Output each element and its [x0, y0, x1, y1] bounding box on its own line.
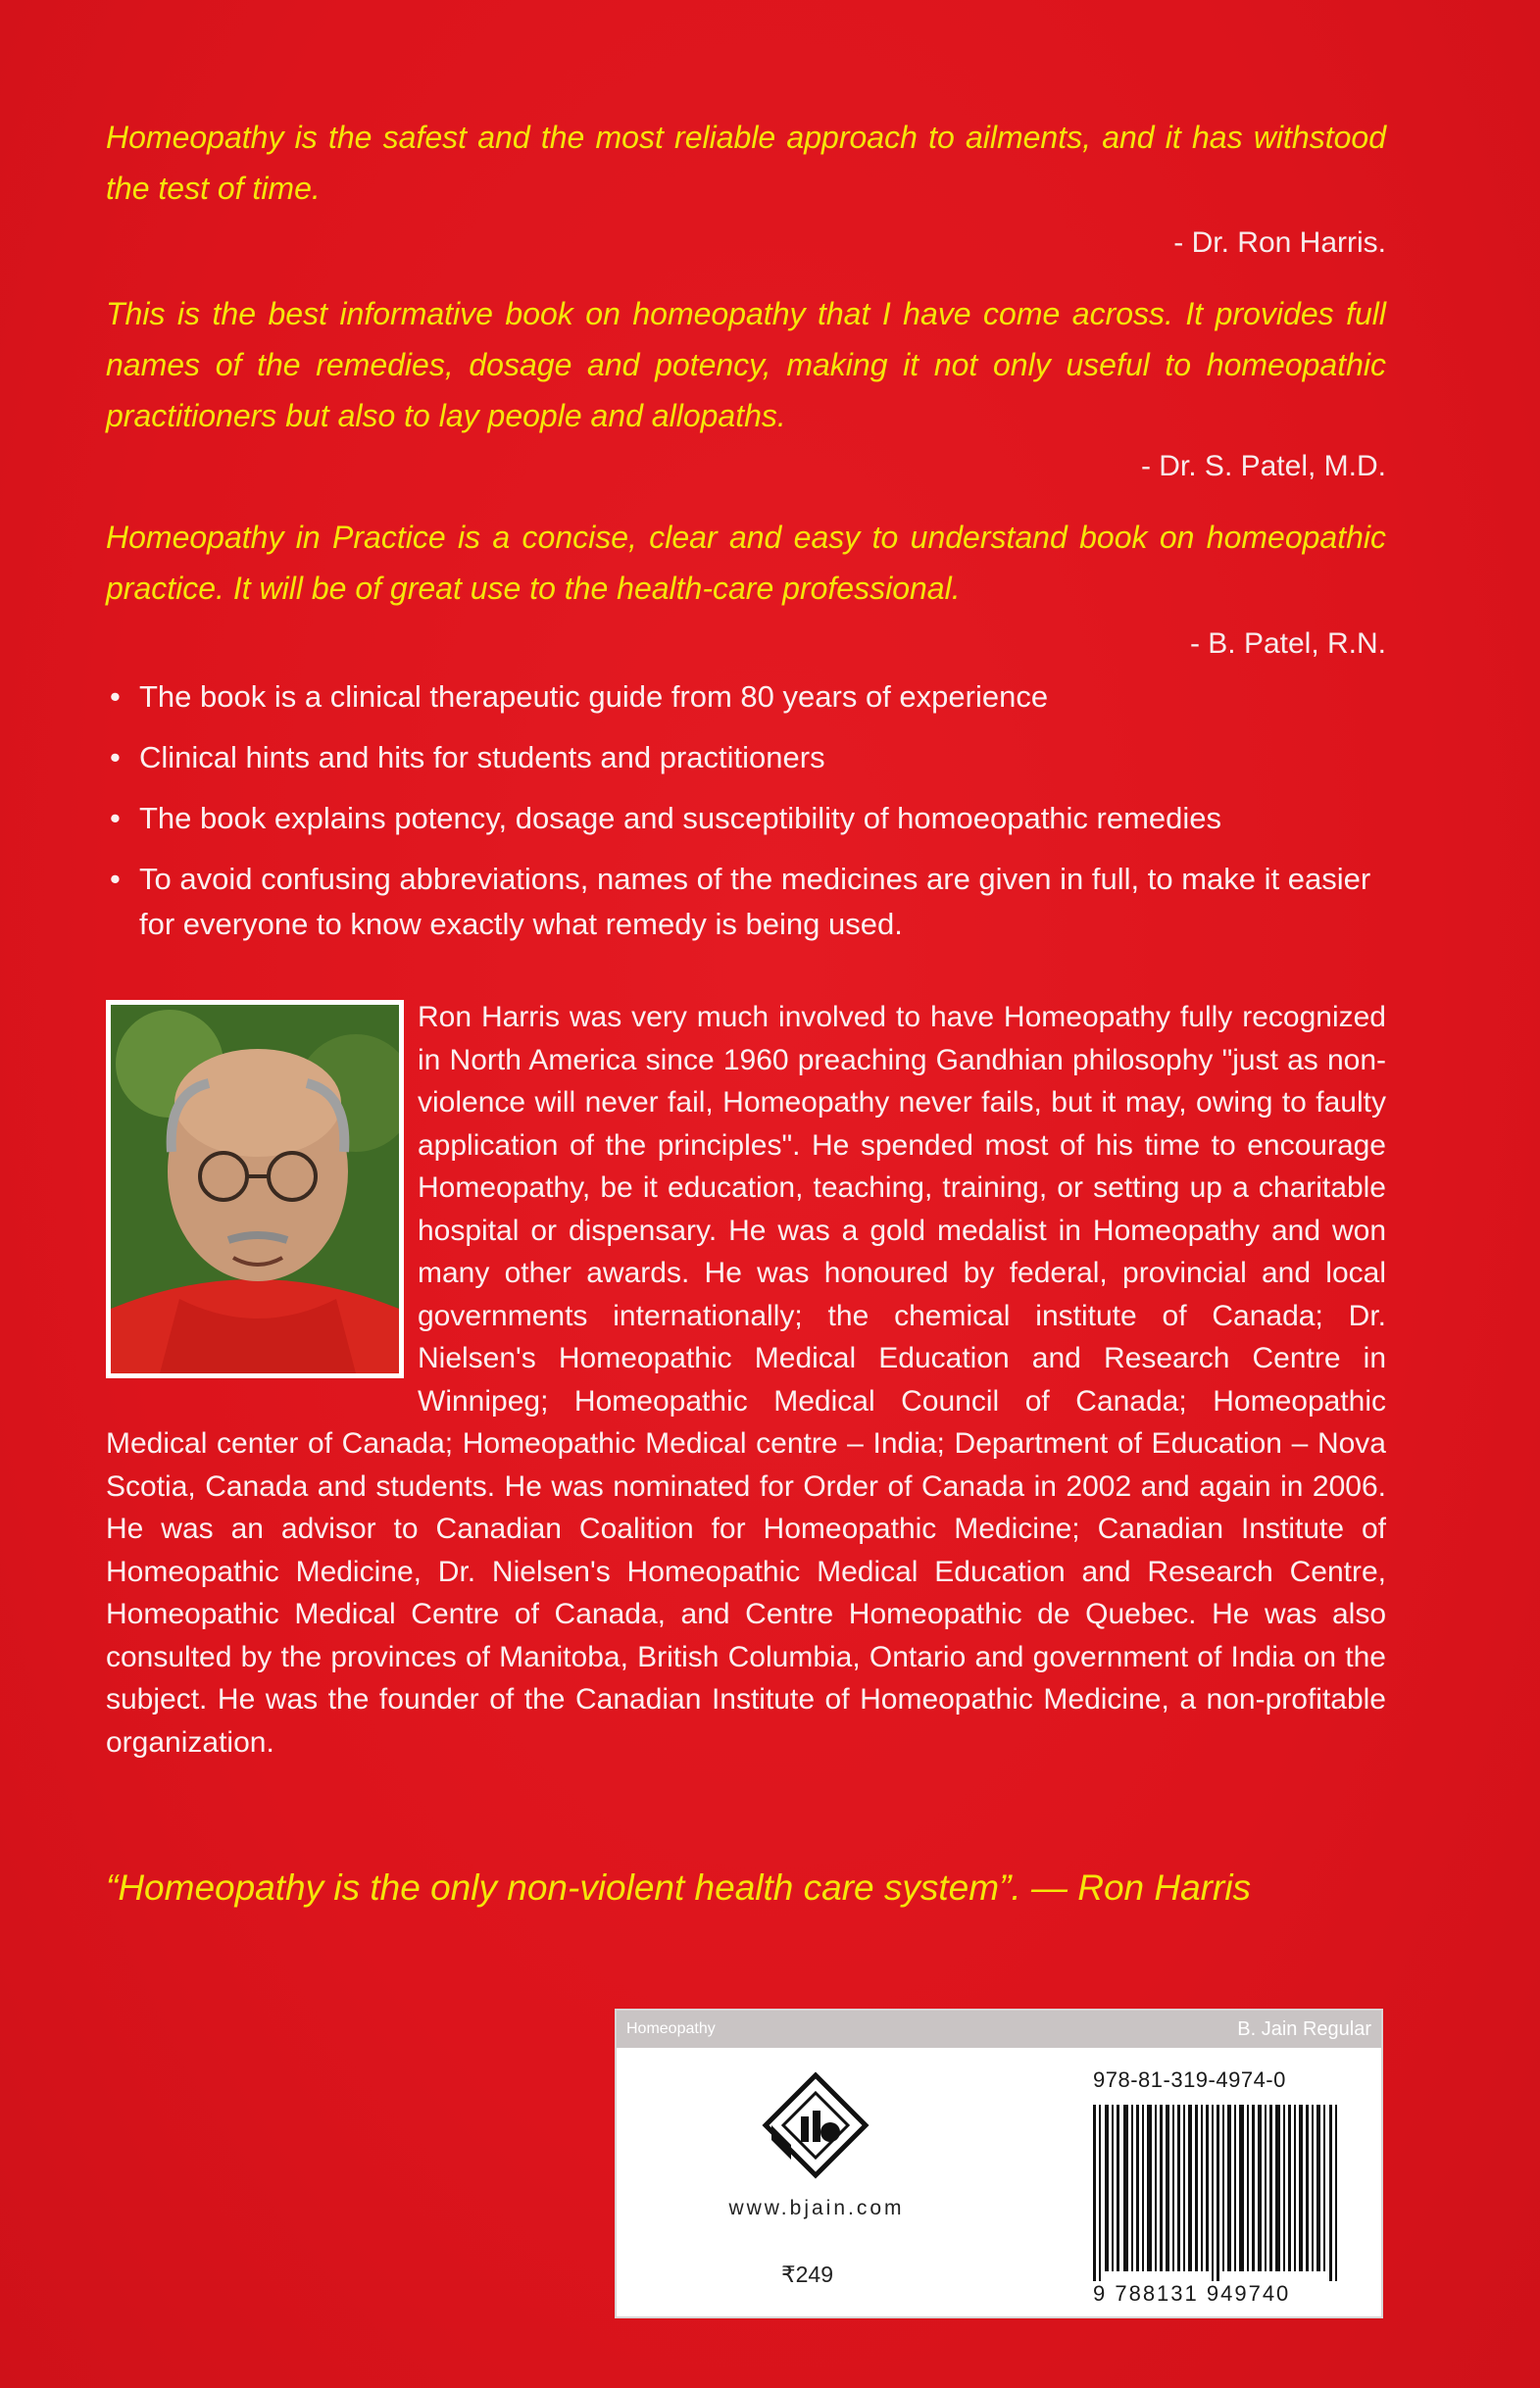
bullet-icon: •	[110, 740, 121, 774]
price-label: ₹249	[781, 2262, 834, 2287]
testimonial-2-text: This is the best informative book on homeopathy that I have come across. It provides full names of the remedies, dosage and potency, making it not only useful to homeopathic practitioners but also to lay people and allopaths.	[106, 296, 1386, 433]
testimonial-2-author: - Dr. S. Patel, M.D.	[1140, 450, 1386, 482]
category-label: Homeopathy	[626, 2020, 716, 2037]
bjain-cube-logo-icon	[762, 2071, 869, 2179]
bullet-icon: •	[110, 862, 121, 896]
testimonial-3-text: Homeopathy in Practice is a concise, clear and easy to understand book on homeopathic practice. It will be of great use to the health-care professional.	[106, 520, 1386, 606]
publisher-website: www.bjain.com	[728, 2197, 905, 2219]
isbn-number: 978-81-319-4974-0	[1093, 2067, 1286, 2092]
barcode-icon	[1093, 2105, 1340, 2281]
feature-item: • To avoid confusing abbreviations, names of the medicines are given in full, to make it easier for everyone to know exactly what remedy is being used.	[106, 857, 1390, 947]
barcode-panel	[615, 2009, 1383, 2318]
ean-number: 9 788131 949740	[1093, 2281, 1291, 2306]
series-label: B. Jain Regular	[1237, 2017, 1371, 2040]
author-portrait-icon	[111, 1005, 399, 1373]
testimonial-1-text: Homeopathy is the safest and the most reliable approach to ailments, and it has withstood the test of time.	[106, 120, 1386, 206]
feature-item: • The book explains potency, dosage and susceptibility of homoeopathic remedies	[106, 796, 1390, 841]
feature-item: • The book is a clinical therapeutic guide from 80 years of experience	[106, 674, 1390, 720]
feature-list	[106, 674, 1390, 963]
category-strip	[617, 2011, 1381, 2048]
testimonial-1-author: - Dr. Ron Harris.	[1173, 226, 1386, 259]
author-bio-text: Ron Harris was very much involved to have Homeopathy fully recognized in North America since 1960 preaching Gandhian philosophy "just as non-violence will never fail, Homeopathy never fails, but it may, owing to faulty application of the principles". He spended most of his time to encourage Homeopathy, be it education, teaching, training, or setting up a charitable hospital or dispensary. He was a gold medalist in Homeopathy and won many other awards. He was honoured by federal, provincial and local governments internationally; the chemical institute of Canada; Dr. Nielsen's Homeopathic Medical Education and Research Centre in Winnipeg; Homeopathic Medical Council of Canada; Homeopathic Medical center of Canada; Homeopathic Medical centre – India; Department of Education – Nova Scotia, Canada and students. He was nominated for Order of Canada in 2002 and again in 2006. He was an advisor to Canadian Coalition for Homeopathic Medicine; Canadian Institute of Homeopathic Medicine, Dr. Nielsen's Homeopathic Medical Education and Research Centre, Homeopathic Medical Centre of Canada, and Centre Homeopathic de Quebec. He was also consulted by the provinces of Manitoba, British Columbia, Ontario and government of India on the subject. He was the founder of the Canadian Institute of Homeopathic Medicine, a non-profitable organization.	[106, 1001, 1386, 1759]
testimonial-3-author: - B. Patel, R.N.	[1189, 627, 1386, 660]
bullet-icon: •	[110, 679, 121, 714]
bullet-icon: •	[110, 801, 121, 835]
closing-quote: “Homeopathy is the only non-violent health care system”. — Ron Harris	[106, 1867, 1252, 1908]
author-portrait	[106, 1000, 404, 1378]
feature-item: • Clinical hints and hits for students and practitioners	[106, 735, 1390, 780]
